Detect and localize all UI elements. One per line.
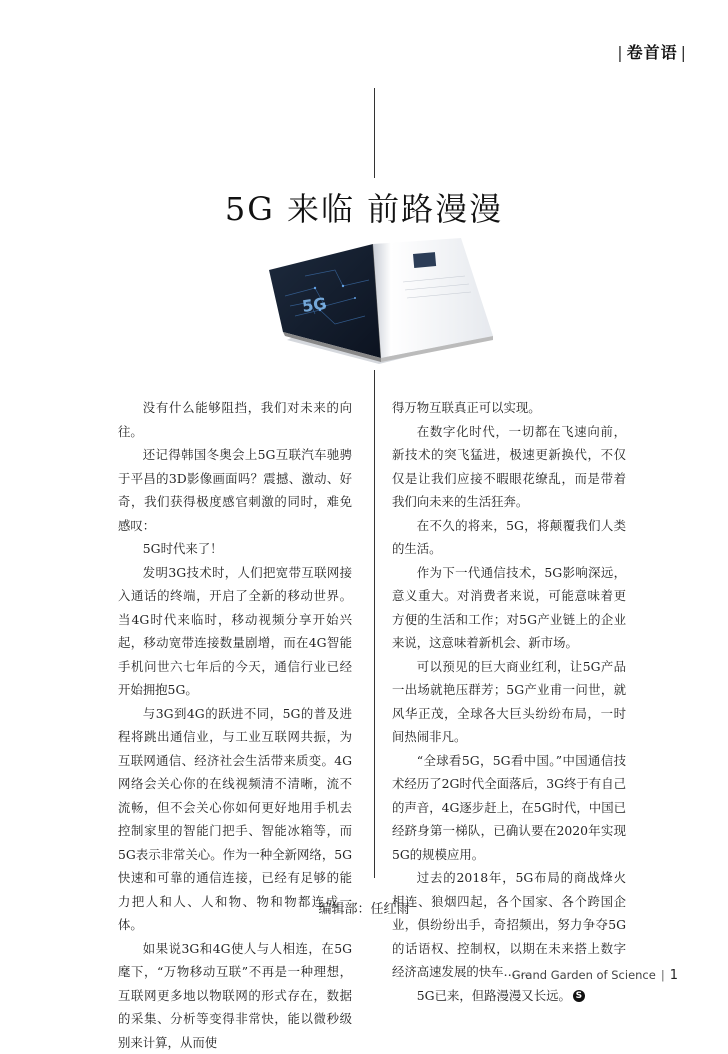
paragraph-final xyxy=(392,984,626,1008)
section-tag-bar-left: | xyxy=(614,43,626,62)
paragraph: 得万物互联真正可以实现。 xyxy=(392,396,626,420)
paragraph: “全球看5G，5G看中国。”中国通信技术经历了2G时代全面落后，3G终于有自己的声音，4G逐步赶上，在5G时代，中国已经跻身第一梯队，已确认要在2020年实现5G的规模应用。 xyxy=(392,749,626,867)
section-tag xyxy=(614,40,690,63)
magazine-name: Grand Garden of Science xyxy=(512,968,656,982)
paragraph: 可以预见的巨大商业红利，让5G产品一出场就艳压群芳；5G产业甫一问世，就风华正茂，全球各大巨头纷纷布局，一时间热闹非凡。 xyxy=(392,655,626,749)
cover-5g-text: 5G xyxy=(301,294,328,316)
magazine-photo xyxy=(265,236,497,366)
paragraph: 与3G到4G的跃进不同，5G的普及进程将跳出通信业，与工业互联网共振，为互联网通信、经济社会生活带来质变。4G网络会关心你的在线视频清不清晰，流不流畅，但不会关心你如何更好地用手机去控制家里的智能门把手、智能冰箱等，而5G表示非常关心。作为一种全新网络，5G快速和可靠的通信连接，已经有足够的能力把人和人、人和物、物和物都连成一体。 xyxy=(118,702,352,937)
paragraph: 如果说3G和4G使人与人相连，在5G麾下，“万物移动互联”不再是一种理想，互联网更多地以物联网的形式存在，数据的采集、分析等变得非常快，能以微秒级别来计算，从而使 xyxy=(118,937,352,1054)
left-column xyxy=(118,396,352,1054)
top-divider-line xyxy=(374,88,375,178)
column-divider-line xyxy=(374,370,375,878)
footer-separator: | xyxy=(656,968,670,982)
paragraph: 作为下一代通信技术，5G影响深远，意义重大。对消费者来说，可能意味着更方便的生活和工作；对5G产业链上的企业来说，这意味着新机会、新市场。 xyxy=(392,561,626,655)
paragraph: 过去的2018年，5G布局的商战烽火相连、狼烟四起，各个国家、各个跨国企业，俱纷纷出手，奇招频出，努力争夺5G的话语权、控制权，以期在未来搭上数字经济高速发展的快车…… xyxy=(392,866,626,984)
page-number: 1 xyxy=(670,968,678,983)
section-tag-bar-right: | xyxy=(678,43,690,62)
page-footer xyxy=(512,968,678,983)
paragraph: 还记得韩国冬奥会上5G互联汽车驰骋于平昌的3D影像画面吗？震撼、激动、好奇，我们获得极度感官刺激的同时，难免感叹： xyxy=(118,443,352,537)
section-tag-label: 卷首语 xyxy=(627,43,678,62)
paragraph: 没有什么能够阻挡，我们对未来的向往。 xyxy=(118,396,352,443)
paragraph: 5G时代来了！ xyxy=(118,537,352,561)
paragraph: 在不久的将来，5G，将颠覆我们人类的生活。 xyxy=(392,514,626,561)
editor-credit: 编辑部：任红雨 xyxy=(0,898,728,917)
end-mark-icon: S xyxy=(573,990,585,1002)
paragraph: 发明3G技术时，人们把宽带互联网接入通话的终端，开启了全新的移动世界。当4G时代来临时，移动视频分享开始兴起，移动宽带连接数量剧增，而在4G智能手机问世六七年后的今天，通信行业已经开始拥抱5G。 xyxy=(118,561,352,702)
article-title: 5G 来临 前路漫漫 xyxy=(0,184,728,230)
paragraph-final-text: 5G已来，但路漫漫又长远。 xyxy=(417,988,571,1003)
paragraph: 在数字化时代，一切都在飞速向前，新技术的突飞猛进，极速更新换代，不仅仅是让我们应接不暇眼花缭乱，而是带着我们向未来的生活狂奔。 xyxy=(392,420,626,514)
